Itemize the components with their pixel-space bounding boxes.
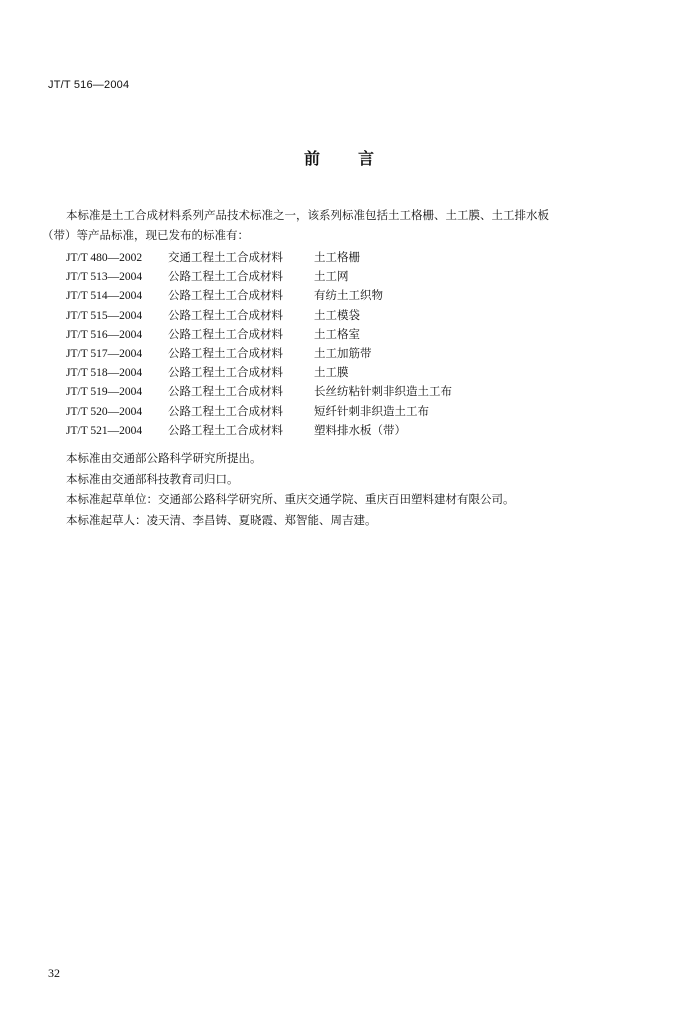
standard-row: [66, 382, 452, 401]
page-title: [0, 146, 678, 169]
title-char-1: 前: [303, 149, 320, 168]
standard-name: 土工模袋: [314, 307, 360, 322]
title-char-2: 言: [358, 149, 375, 168]
standard-name: 土工格栅: [314, 250, 360, 264]
standard-name: 土工网: [314, 269, 349, 284]
standard-row: [66, 402, 452, 421]
standard-row: [66, 363, 452, 382]
standard-code: JT/T 519—2004: [66, 386, 143, 399]
standard-name: 有纺土工织物: [314, 288, 383, 303]
standard-name: 短纤针刺非织造土工布: [314, 403, 429, 418]
proposed-by-statement: 本标准由交通部公路科学研究所提出。: [66, 451, 262, 465]
standard-row: [66, 248, 452, 267]
standard-name: 塑料排水板（带）: [314, 422, 406, 437]
standard-category: 交通工程土工合成材料: [168, 250, 283, 264]
standard-code: JT/T 521—2004: [66, 424, 143, 437]
standard-category: 公路工程土工合成材料: [168, 365, 283, 380]
standard-name: 土工膜: [314, 365, 349, 380]
intro-line-2: （带）等产品标准，现已发布的标准有：: [42, 228, 249, 242]
standard-category: 公路工程土工合成材料: [168, 384, 283, 399]
standard-category: 公路工程土工合成材料: [168, 288, 283, 303]
standard-code: JT/T 516—2004: [66, 328, 143, 341]
standard-code: JT/T 480—2002: [66, 252, 143, 264]
standard-category: 公路工程土工合成材料: [168, 307, 283, 322]
standard-code: JT/T 515—2004: [66, 309, 143, 322]
standard-category: 公路工程土工合成材料: [168, 269, 283, 284]
standard-code-header: JT/T 516—2004: [48, 79, 130, 91]
standard-name: 长丝纺粘针刺非织造土工布: [314, 384, 452, 399]
drafting-units-statement: 本标准起草单位：交通部公路科学研究所、重庆交通学院、重庆百田塑料建材有限公司。: [66, 492, 515, 506]
standards-list: [66, 248, 452, 440]
standard-row: [66, 325, 452, 344]
standard-code: JT/T 517—2004: [66, 347, 143, 360]
standard-category: 公路工程土工合成材料: [168, 345, 283, 360]
standard-category: 公路工程土工合成材料: [168, 422, 283, 437]
intro-line-1: 本标准是土工合成材料系列产品技术标准之一，该系列标准包括土工格栅、土工膜、土工排水板: [66, 208, 549, 222]
standard-category: 公路工程土工合成材料: [168, 326, 283, 341]
standard-row: [66, 306, 452, 325]
standard-code: JT/T 520—2004: [66, 405, 143, 418]
managed-by-statement: 本标准由交通部科技教育司归口。: [66, 471, 239, 486]
standard-row: [66, 344, 452, 363]
standard-row: [66, 286, 452, 305]
page-number: 32: [48, 966, 60, 980]
standard-code: JT/T 514—2004: [66, 290, 143, 303]
standard-category: 公路工程土工合成材料: [168, 403, 283, 418]
intro-paragraph: [42, 205, 636, 245]
standard-name: 土工加筋带: [314, 345, 372, 360]
standard-name: 土工格室: [314, 326, 360, 341]
standard-code: JT/T 513—2004: [66, 271, 143, 284]
statements-block: [66, 448, 515, 530]
drafters-statement: 本标准起草人：凌天清、李昌铸、夏晓霞、郑智能、周吉建。: [66, 512, 377, 527]
standard-row: [66, 267, 452, 286]
standard-row: [66, 421, 452, 440]
standard-code: JT/T 518—2004: [66, 367, 143, 380]
